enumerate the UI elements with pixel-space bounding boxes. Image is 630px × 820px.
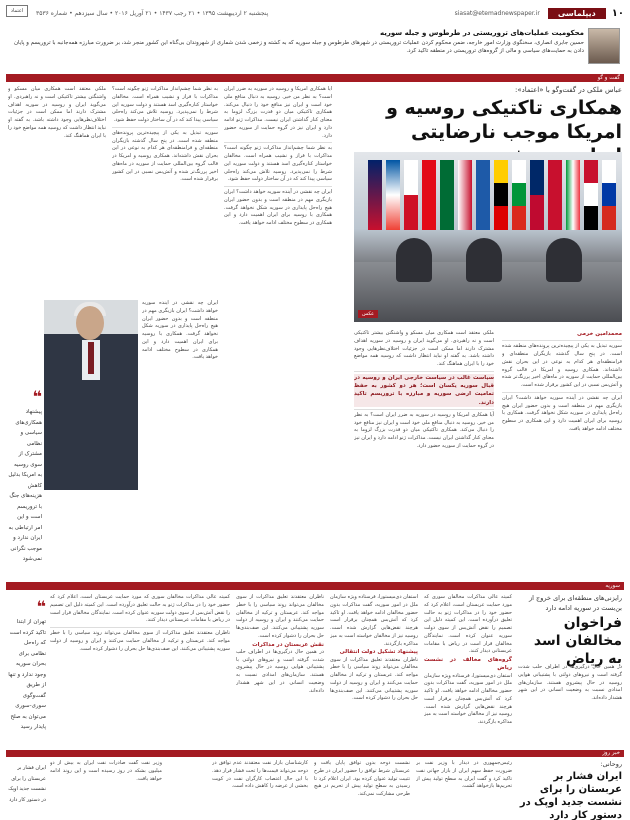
main-col-4 (112, 86, 218, 292)
main-col-3 (224, 86, 332, 576)
second-col-c: ناظران معتقدند تعلیق مذاکرات از سوی مخالفان می‌تواند روند سیاسی را با خطر مواجه کند. عربستان و ترکیه از مخالفان حمایت می‌کنند و ایران و روسیه از دولت سوریه پشتیبانی می‌کنند. این صف‌بندی‌ها حل بحران را دشوار کرده است. (236, 594, 324, 639)
second-col-b: استفان دی‌میستورا، فرستاده ویژه سازمان ملل در امور سوریه، گفت مذاکرات بدون حضور مخالفان ادامه خواهد یافت. او تاکید کرد که آتش‌بس همچنان برقرار است هرچند نقض‌هایی گزارش شده است. روسیه نیز از مخالفان خواسته است به میز مذاکره بازگردند. (330, 594, 418, 647)
main-col-b-2: ملکی معتقد است همکاری میان مسکو و واشنگتن بیشتر تاکتیکی است و نه راهبردی. او می‌گوید ایران و روسیه در سوریه اهداف مشترک دارند اما ممکن است در جزئیات اختلاف‌نظرهایی وجود داشته باشد. به گفته او نباید انتظار داشت که روسیه همه مواضع خود را با ایران هماهنگ کند. (8, 86, 106, 139)
band-label: گفت و گو (597, 75, 620, 81)
second-kicker: رایزنی‌های منطقه‌ای برای خروج از بن‌بست در سوریه ادامه دارد (529, 594, 622, 612)
second-col-2 (330, 594, 418, 744)
band-label-3: خبر روز (602, 750, 620, 756)
main-col-5 (8, 86, 106, 292)
second-col-b-1: استفان دی‌میستورا، فرستاده ویژه سازمان ملل در امور سوریه، گفت مذاکرات بدون حضور مخالفان ادامه خواهد یافت. او تاکید کرد که آتش‌بس همچنان برقرار است هرچند نقض‌هایی گزارش شده است. روسیه نیز از مخالفان خواسته است به میز مذاکره بازگردند. (424, 672, 512, 725)
second-col-c-2: ناظران معتقدند تعلیق مذاکرات از سوی مخالفان می‌تواند روند سیاسی را با خطر مواجه کند. عربستان و ترکیه از مخالفان حمایت می‌کنند و ایران و روسیه از دولت سوریه پشتیبانی می‌کنند. این صف‌بندی‌ها حل بحران را دشوار کرده است. (50, 630, 230, 652)
main-col-1 (502, 330, 622, 576)
second-col-3 (236, 594, 324, 744)
third-side-quote-text: ایران فشار بر عربستان را برای نشست جدید اوپک در دستور کار دارد (8, 765, 46, 803)
main-col-c-text: آیا همکاری امریکا و روسیه در سوریه به ضرر ایران است؟ به نظر من خیر. روسیه به دنبال منافع ملی خود است و ایران نیز منافع خود را دنبال می‌کند. همکاری تاکتیکی میان دو قدرت بزرگ لزوما به معنای کنار گذاشتن ایران نیست. مذاکرات ژنو ادامه دارد و ایران نیز در گروه حمایت از سوریه حضور دارد. (354, 411, 494, 449)
quote-icon: ❝ (32, 387, 42, 406)
main-col-6 (142, 300, 218, 576)
page-header (6, 6, 624, 20)
main-col-2 (354, 330, 494, 576)
second-col-1 (424, 594, 512, 744)
page-number: ۱۰ (611, 7, 624, 19)
second-col-c-1: ناظران معتقدند تعلیق مذاکرات از سوی مخالفان می‌تواند روند سیاسی را با خطر مواجه کند. عربستان و ترکیه از مخالفان حمایت می‌کنند و ایران و روسیه از دولت سوریه پشتیبانی می‌کنند. این صف‌بندی‌ها حل بحران را دشوار کرده است. (330, 656, 418, 702)
main-side-quote (8, 387, 42, 564)
third-col-d: وزیر نفت گفت صادرات نفت ایران به بیش از دو میلیون بشکه در روز رسیده است و این روند ادامه خواهد یافت. (50, 760, 162, 782)
third-kicker: روحانی: (600, 760, 622, 768)
reporter-name: محمدامین خرمی (577, 331, 622, 337)
second-sub-red-3: نقش عربستان در مذاکرات (252, 641, 324, 648)
main-col-a: سوریه تبدیل به یکی از پیچیده‌ترین پرونده‌های منطقه شده است. در پنج سال گذشته بازیگران منطقه‌ای و فرامنطقه‌ای هر کدام به نوعی در این بحران نقش داشته‌اند. همکاری روسیه و امریکا در قالب گروه بین‌المللی حمایت از سوریه در ماه‌های اخیر پررنگ‌تر شده و آتش‌بس نسبی در این کشور برقرار شده است. (502, 343, 622, 388)
second-side-quote-text: تهران از ابتدا تاکید کرده است که راه‌حل نظامی برای بحران سوریه وجود ندارد و تنها از طریق گفت‌وگوی سوری-سوری می‌توان به صلح پایدار رسید (8, 619, 46, 731)
third-title: ایران فشار بر عربستان را برای نشست جدید اوپک در دستور کار دارد (519, 770, 622, 820)
main-col-e-2: ایران چه نقشی در آینده سوریه خواهد داشت؟ ایران بازیگری مهم در منطقه است و بدون حضور ایران هیچ راه‌حل پایداری در سوریه شکل نخواهد گرفت. همکاری با روسیه برای ایران اهمیت دارد و این همکاری در سطوح مختلف ادامه خواهد یافت. (142, 300, 218, 361)
main-col-e-text: ایران چه نقشی در آینده سوریه خواهد داشت؟ ایران بازیگری مهم در منطقه است و بدون حضور ایران هیچ راه‌حل پایداری در سوریه شکل نخواهد گرفت. همکاری با روسیه برای ایران اهمیت دارد و این همکاری در سطوح مختلف ادامه خواهد یافت. (502, 394, 622, 432)
main-col-e: ایران چه نقشی در آینده سوریه خواهد داشت؟ ایران بازیگری مهم در منطقه است و بدون حضور ایران هیچ راه‌حل پایداری در سوریه شکل نخواهد گرفت. همکاری با روسیه برای ایران اهمیت دارد و این همکاری در سطوح مختلف ادامه خواهد یافت. (224, 189, 332, 226)
band-label-2: سوریه (605, 583, 620, 589)
second-side-quote (8, 597, 46, 732)
third-col-a: رئیس‌جمهوری در دیدار با وزیر نفت بر ضرورت حفظ سهم ایران از بازار جهانی نفت تاکید کرد و گفت ایران به سطح تولید پیش از تحریم‌ها بازخواهد گشت. (416, 760, 512, 790)
interviewee-photo (44, 300, 138, 490)
second-col-d: در همین حال درگیری‌ها در اطراف حلب شدت گرفته است و نیروهای دولتی با پشتیبانی هوایی روسیه در حال پیشروی هستند. سازمان‌های امدادی نسبت به وضعیت انسانی در این شهر هشدار داده‌اند. (518, 664, 622, 701)
second-col-0 (518, 664, 622, 744)
third-col-c: کارشناسان بازار نفت معتقدند عدم توافق در دوحه می‌تواند قیمت‌ها را تحت فشار قرار دهد. با این حال اعتصاب کارگران نفت در کویت بخشی از عرضه را کاهش داده است. (212, 760, 308, 790)
second-col-a: کمیته عالی مذاکرات مخالفان سوری که مورد حمایت عربستان است، اعلام کرد که حضور خود را در مذاکرات ژنو به حالت تعلیق درآورده است. این کمیته دلیل این تصمیم را نقض آتش‌بس از سوی دولت سوریه عنوان کرده است. نمایندگان مخالفان قرار است در ریاض با مقامات عربستانی دیدار کنند. (424, 594, 512, 655)
second-col-4 (50, 594, 230, 744)
second-sub-red-1: گروه‌های مخالف در نشست ریاض (424, 657, 512, 672)
main-col-b: ملکی معتقد است همکاری میان مسکو و واشنگتن بیشتر تاکتیکی است و نه راهبردی. او می‌گوید ایران و روسیه در سوریه اهداف مشترک دارند اما ممکن است در جزئیات اختلاف‌نظرهایی وجود داشته باشد. به گفته او نباید انتظار داشت که روسیه همه مواضع خود را با ایران هماهنگ کند. (354, 330, 494, 367)
section-tag: دیپلماسی (548, 8, 606, 19)
third-col-b: نشست دوحه بدون توافق پایان یافت و عربستان شرط توافق را حضور ایران در طرح تثبیت تولید عنوان کرده بود. ایران اعلام کرد تا رسیدن به سطح تولید پیش از تحریم در هیچ طرحی مشارکت نمی‌کند. (314, 760, 410, 797)
second-col-d-1: در همین حال درگیری‌ها در اطراف حلب شدت گرفته است و نیروهای دولتی با پشتیبانی هوایی روسیه در حال پیشروی هستند. سازمان‌های امدادی نسبت به وضعیت انسانی در این شهر هشدار داده‌اند. (236, 648, 324, 694)
third-col-2 (314, 760, 410, 816)
avatar (588, 28, 620, 64)
quote-icon-2: ❝ (36, 597, 46, 616)
section-band-3 (6, 750, 624, 757)
main-highlight: سیاست غالب در سیاست خارجی ایران و روسیه در قبال سوریه یکسان است؛ هر دو کشور به حفظ تمامیت ارضی سوریه و مبارزه با تروریسم تاکید دارند. (354, 374, 494, 406)
third-col-3 (212, 760, 308, 816)
lead-kicker: محکومیت عملیات‌های تروریستی در طرطوس و جبله سوریه (379, 29, 584, 37)
second-headline (518, 594, 622, 668)
main-kicker: عباس ملکی در گفت‌وگو با «اعتماد»: (515, 86, 622, 94)
lead-brief (10, 28, 620, 68)
lead-body: حسین جابری انصاری، سخنگوی وزارت امور خارجه، ضمن محکوم کردن عملیات تروریستی در شهرهای طرطوس و جبله سوریه که به کشته و زخمی شدن شماری از شهروندان بی‌گناه این کشور منجر شد، بر ضرورت مبارزه همه‌جانبه با تروریسم و پایان دادن به حمایت‌های سیاسی و مالی از گروه‌های تروریستی در منطقه تاکید کرد. (14, 40, 584, 55)
third-headline (518, 760, 622, 820)
main-col-d: به نظر شما چشم‌انداز مذاکرات ژنو چگونه است؟ مذاکرات با فراز و نشیب همراه است. مخالفان خواستار کناره‌گیری اسد هستند و دولت سوریه این شرط را نمی‌پذیرد. روسیه تلاش می‌کند راه‌حلی سیاسی پیدا کند که در آن ساختار دولت حفظ شود. (224, 145, 332, 183)
third-side-quote (8, 762, 46, 816)
main-col-a-2: سوریه تبدیل به یکی از پیچیده‌ترین پرونده‌های منطقه شده است. در پنج سال گذشته بازیگران منطقه‌ای و فرامنطقه‌ای هر کدام به نوعی در این بحران نقش داشته‌اند. همکاری روسیه و امریکا در قالب گروه بین‌المللی حمایت از سوریه در ماه‌های اخیر پررنگ‌تر شده و آتش‌بس نسبی در این کشور برقرار شده است. (112, 129, 218, 183)
section-band-2 (6, 582, 624, 590)
second-title: فراخوان مخالفان اسد به ریاض (533, 614, 622, 667)
photo-tag: عکس (358, 310, 378, 318)
section-band (6, 74, 624, 82)
third-col-4 (50, 760, 162, 816)
second-sub-red-2: پیشنهاد تشکیل دولت انتقالی (339, 649, 418, 656)
main-photo (354, 152, 622, 322)
main-side-quote-text: پیشنهاد همکاری‌های سیاسی و نظامی مشترک از سوی روسیه به امریکا بدلیل کاهش هزینه‌های جنگ با تروریسم است و این امر ارتباطی به ایران ندارد و موجب نگرانی نمی‌شود (8, 409, 42, 563)
main-col-c: آیا همکاری امریکا و روسیه در سوریه به ضرر ایران است؟ به نظر من خیر. روسیه به دنبال منافع ملی خود است و ایران نیز منافع خود را دنبال می‌کند. همکاری تاکتیکی میان دو قدرت بزرگ لزوما به معنای کنار گذاشتن ایران نیست. مذاکرات ژنو ادامه دارد و ایران نیز در گروه حمایت از سوریه حضور دارد. (224, 86, 332, 139)
main-title: همکاری تاکتیکی روسیه و امریکا موجب نارضایتی (386, 97, 622, 143)
site-email: siasat@etemadnewspaper.ir (454, 9, 540, 17)
newspaper-logo: اعتماد (6, 5, 28, 17)
date-line: پنجشنبه ۲ اردیبهشت ۱۳۹۵ • ۲۱ رجب ۱۴۳۷ • ۲۱ آوریل ۲۰۱۶ • سال سیزدهم • شماره ۳۵۳۶ (36, 9, 269, 17)
third-col-1 (416, 760, 512, 816)
second-col-a-2: کمیته عالی مذاکرات مخالفان سوری که مورد حمایت عربستان است، اعلام کرد که حضور خود را در مذاکرات ژنو به حالت تعلیق درآورده است. این کمیته دلیل این تصمیم را نقض آتش‌بس از سوی دولت سوریه عنوان کرده است. نمایندگان مخالفان قرار است در ریاض با مقامات عربستانی دیدار کنند. (50, 594, 230, 624)
main-col-d-2: به نظر شما چشم‌انداز مذاکرات ژنو چگونه است؟ مذاکرات با فراز و نشیب همراه است. مخالفان خواستار کناره‌گیری اسد هستند و دولت سوریه این شرط را نمی‌پذیرد. روسیه تلاش می‌کند راه‌حلی سیاسی پیدا کند که در آن ساختار دولت حفظ شود. (112, 86, 218, 123)
